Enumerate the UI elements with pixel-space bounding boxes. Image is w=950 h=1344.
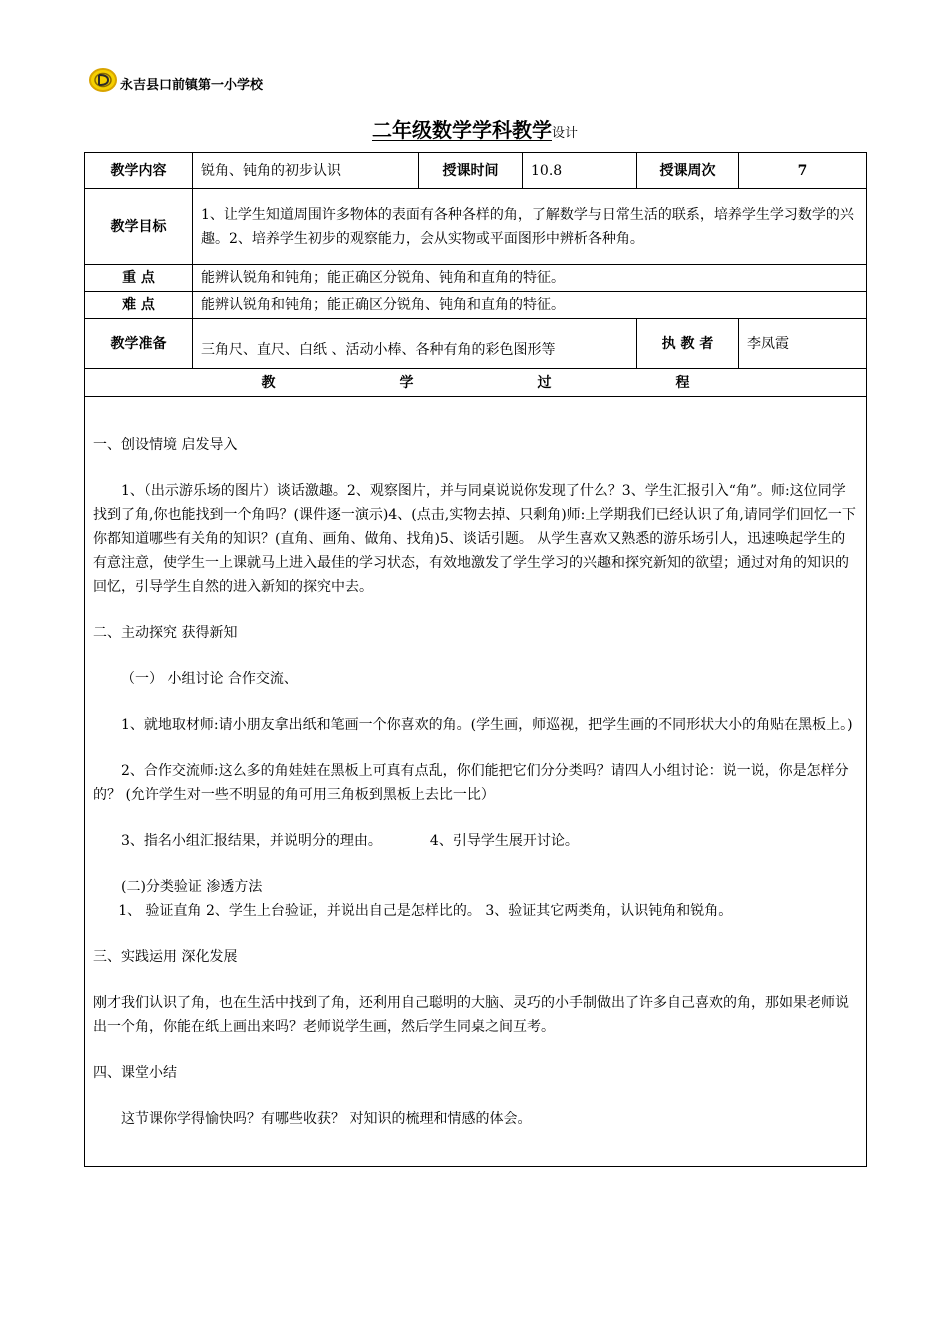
time-label: 授课时间: [419, 153, 523, 189]
difficulty-label: 难 点: [85, 292, 193, 319]
process-heading-char: 学: [399, 374, 414, 391]
section-2-paragraph-2: 2、合作交流师:这么多的角娃娃在黑板上可真有点乱，你们能把它们分分类吗？请四人小组讨论：说一说，你是怎样分的？ (允许学生对一些不明显的角可用三角板到黑板上去比一比）: [93, 762, 849, 803]
step-4-text: 4、引导学生展开讨论。: [429, 832, 579, 849]
goal-value: 1、让学生知道周围许多物体的表面有各种各样的角，了解数学与日常生活的联系，培养学生学习数学的兴趣。2、培养学生初步的观察能力，会从实物或平面图形中辨析各种角。: [193, 189, 867, 265]
section-3-title: 三、实践运用 深化发展: [93, 948, 238, 965]
process-body: [85, 397, 867, 1167]
section-2-paragraph-1: 1、就地取材师:请小朋友拿出纸和笔画一个你喜欢的角。(学生画，师巡视，把学生画的不同形状大小的角贴在黑板上。): [121, 716, 853, 733]
page-header: [88, 66, 263, 93]
week-label: 授课周次: [637, 153, 739, 189]
teacher-label: 执 教 者: [637, 319, 739, 369]
key-label: 重 点: [85, 265, 193, 292]
section-1-paragraph: 1、（出示游乐场的图片）谈话激趣。2、观察图片，并与同桌说说你发现了什么？3、学生汇报引入“角”。师:这位同学找到了角,你也能找到一个角吗？(课件逐一演示)4、(点击,实物去掉、只剩角)师:上学期我们已经认识了角,请同学们回忆一下你都知道哪些有关角的知识？(直角、画角、做角、找角)5、谈话引题。 从学生喜欢又熟悉的游乐场引人，迅速唤起学生的有意注意，使学生一上课就马上进入最佳的学习状态，有效地激发了学生学习的兴趣和探究新知的欲望；通过对角的知识的回忆，引导学生自然的进入新知的探究中去。: [93, 482, 856, 595]
prep-value: 三角尺、直尺、白纸 、活动小棒、各种有角的彩色图形等: [193, 319, 637, 369]
goal-label: 教学目标: [85, 189, 193, 265]
row-difficulty: [85, 292, 867, 319]
section-3-paragraph: 刚才我们认识了角，也在生活中找到了角，还利用自己聪明的大脑、灵巧的小手制做出了许多自己喜欢的角，那如果老师说出一个角，你能在纸上画出来吗？老师说学生画，然后学生同桌之间互考。: [93, 994, 849, 1035]
section-2-paragraph-4: 1、 验证直角 2、学生上台验证，并说出自己是怎样比的。 3、验证其它两类角，认识钝角和锐角。: [118, 902, 733, 919]
process-heading-char: 程: [675, 374, 690, 391]
process-heading-char: 教: [261, 374, 276, 391]
difficulty-value: 能辨认锐角和钝角；能正确区分锐角、钝角和直角的特征。: [193, 292, 867, 319]
row-process-heading: [85, 369, 867, 397]
section-2-subtitle-1: （一） 小组讨论 合作交流、: [121, 670, 298, 687]
row-goal: [85, 189, 867, 265]
row-process-body: [85, 397, 867, 1167]
section-4-paragraph: 这节课你学得愉快吗？有哪些收获？ 对知识的梳理和情感的体会。: [121, 1110, 532, 1127]
step-3-text: 3、指名小组汇报结果，并说明分的理由。: [121, 832, 382, 849]
section-2-subtitle-2: (二)分类验证 渗透方法: [121, 878, 263, 895]
teacher-value: 李凤霞: [739, 319, 867, 369]
lesson-plan-table: [84, 152, 867, 1167]
school-name: 永吉县口前镇第一小学校: [120, 78, 264, 93]
prep-label: 教学准备: [85, 319, 193, 369]
row-prep: [85, 319, 867, 369]
title-suffix: 设计: [551, 126, 578, 141]
key-value: 能辨认锐角和钝角；能正确区分锐角、钝角和直角的特征。: [193, 265, 867, 292]
row-content: [85, 153, 867, 189]
week-value: 7: [739, 153, 867, 189]
section-2-paragraph-3: [93, 829, 858, 853]
school-logo-icon: [88, 67, 118, 93]
title-main: 二年级数学学科教学: [371, 118, 552, 142]
section-4-title: 四、课堂小结: [93, 1064, 177, 1081]
time-value: 10.8: [523, 153, 637, 189]
content-value: 锐角、钝角的初步认识: [193, 153, 419, 189]
page-title: [0, 114, 950, 143]
content-label: 教学内容: [85, 153, 193, 189]
section-2-title: 二、主动探究 获得新知: [93, 624, 238, 641]
process-heading-char: 过: [537, 374, 552, 391]
process-heading: [85, 369, 867, 397]
section-1-title: 一、创设情境 启发导入: [93, 436, 238, 453]
row-key: [85, 265, 867, 292]
